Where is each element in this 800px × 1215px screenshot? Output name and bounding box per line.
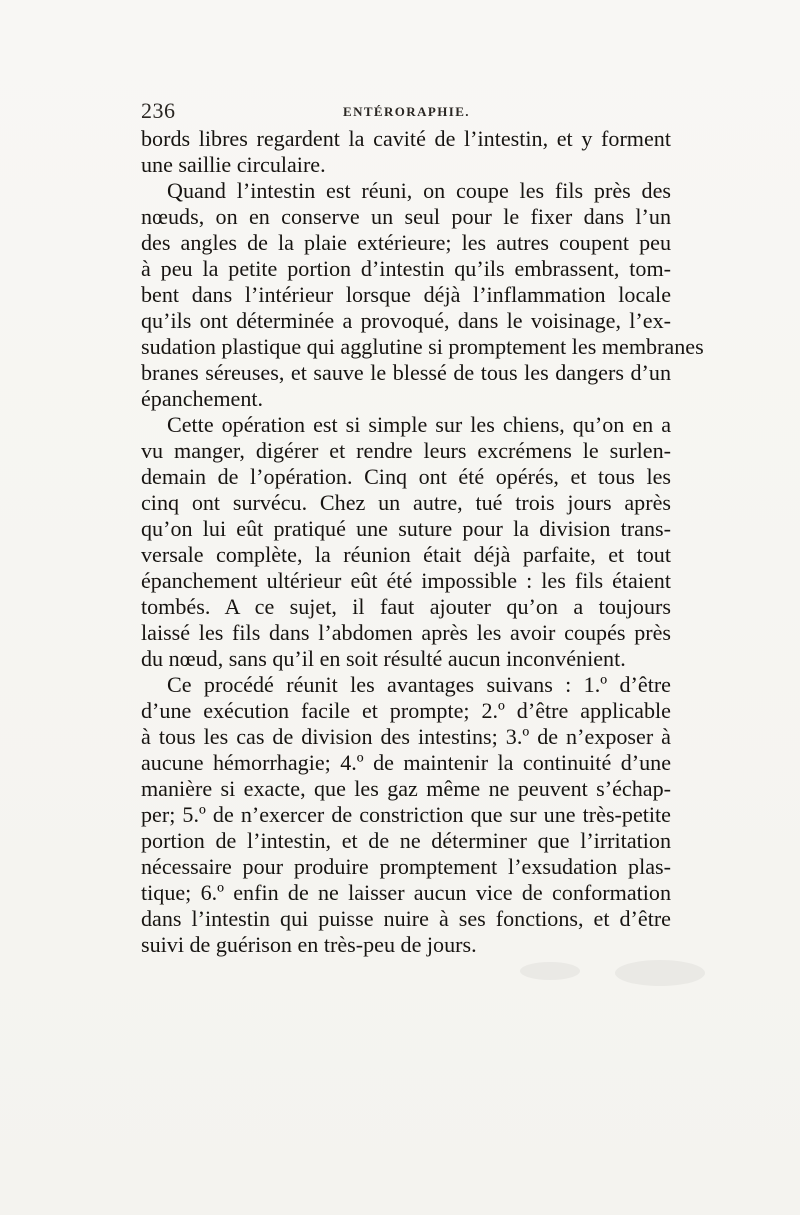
text-line: nœuds, on en conserve un seul pour le fixer dans l’un	[141, 204, 671, 229]
text-line: dans l’intestin qui puisse nuire à ses fonctions, et d’être	[141, 906, 671, 931]
text-line: cinq ont survécu. Chez un autre, tué trois jours après	[141, 490, 671, 515]
text-line: Ce procédé réunit les avantages suivans : 1.º d’être	[167, 672, 671, 697]
text-line: vu manger, digérer et rendre leurs excrémens le surlen-	[141, 438, 671, 463]
text-line: Cette opération est si simple sur les chiens, qu’on en a	[167, 412, 671, 437]
text-line: manière si exacte, que les gaz même ne peuvent s’échap-	[141, 776, 671, 801]
text-line: une saillie circulaire.	[141, 152, 326, 177]
text-line: épanchement.	[141, 386, 264, 411]
paper-stain	[520, 962, 580, 980]
text-line: demain de l’opération. Cinq ont été opérés, et tous les	[141, 464, 671, 489]
text-line: aucune hémorrhagie; 4.º de maintenir la continuité d’une	[141, 750, 671, 775]
text-line: des angles de la plaie extérieure; les autres coupent peu	[141, 230, 671, 255]
text-line: tombés. A ce sujet, il faut ajouter qu’on a toujours	[141, 594, 671, 619]
paper-stain	[615, 960, 705, 986]
text-line: branes séreuses, et sauve le blessé de tous les dangers d’un	[141, 360, 671, 385]
text-line: portion de l’intestin, et de ne déterminer que l’irritation	[141, 828, 671, 853]
text-line: d’une exécution facile et prompte; 2.º d’être applicable	[141, 698, 671, 723]
text-line: bent dans l’intérieur lorsque déjà l’inflammation locale	[141, 282, 671, 307]
text-line: bords libres regardent la cavité de l’intestin, et y forment	[141, 126, 671, 151]
text-line: du nœud, sans qu’il en soit résulté aucun inconvénient.	[141, 646, 626, 671]
text-line: sudation plastique qui agglutine si promptement les membranes	[141, 334, 704, 359]
text-line: qu’ils ont déterminée a provoqué, dans le voisinage, l’ex-	[141, 308, 671, 333]
text-line: tique; 6.º enfin de ne laisser aucun vice de conformation	[141, 880, 671, 905]
text-line: nécessaire pour produire promptement l’exsudation plas-	[141, 854, 671, 879]
running-head: ENTÉRORAPHIE.	[343, 104, 470, 119]
page-header	[141, 96, 671, 124]
text-line: à tous les cas de division des intestins; 3.º de n’exposer à	[141, 724, 671, 749]
text-line: versale complète, la réunion était déjà parfaite, et tout	[141, 542, 671, 567]
text-line: qu’on lui eût pratiqué une suture pour la division trans-	[141, 516, 671, 541]
text-line: per; 5.º de n’exercer de constriction que sur une très-petite	[141, 802, 671, 827]
text-line: Quand l’intestin est réuni, on coupe les fils près des	[167, 178, 671, 203]
body-text	[141, 126, 704, 958]
text-line: laissé les fils dans l’abdomen après les avoir coupés près	[141, 620, 671, 645]
text-line: suivi de guérison en très-peu de jours.	[141, 932, 477, 957]
text-line: épanchement ultérieur eût été impossible : les fils étaient	[141, 568, 671, 593]
text-line: à peu la petite portion d’intestin qu’ils embrassent, tom-	[141, 256, 671, 281]
page-number: 236	[141, 98, 176, 123]
